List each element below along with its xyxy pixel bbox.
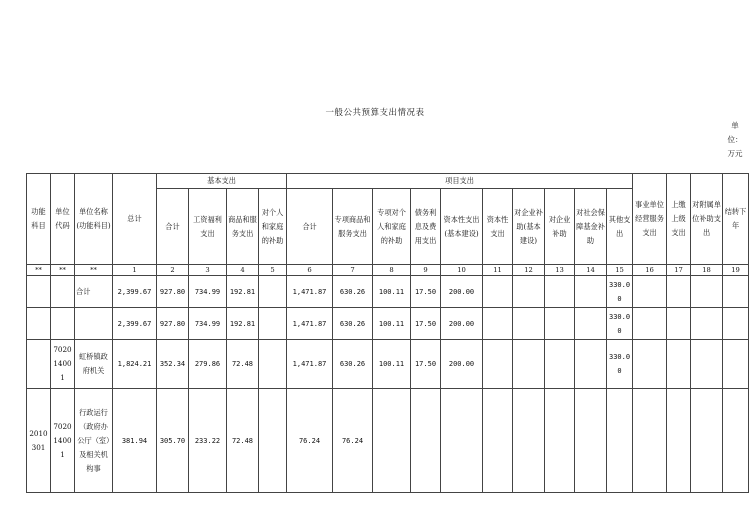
table-cell: 381.94: [113, 389, 157, 493]
table-cell: [691, 276, 723, 308]
table-cell: 100.11: [373, 308, 411, 340]
table-cell: 352.34: [157, 340, 189, 389]
index-cell: 5: [259, 265, 287, 276]
index-cell: 12: [513, 265, 545, 276]
table-cell: 1,471.87: [287, 276, 333, 308]
table-cell: [633, 340, 667, 389]
table-row: [27, 389, 749, 493]
header-project-col: 合计: [287, 189, 333, 265]
table-cell: [483, 389, 513, 493]
index-cell: 3: [189, 265, 227, 276]
table-cell: 76.24: [333, 389, 373, 493]
table-cell: 2,399.67: [113, 276, 157, 308]
table-cell: 330.00: [607, 308, 633, 340]
table-cell: [483, 276, 513, 308]
table-cell: [27, 276, 51, 308]
header-unit-code: 单位代码: [51, 174, 75, 265]
table-cell: 1,471.87: [287, 340, 333, 389]
table-cell: [633, 389, 667, 493]
index-cell: 13: [545, 265, 575, 276]
table-cell: [723, 276, 749, 308]
table-cell: [513, 308, 545, 340]
header-project-col: 资本性支出: [483, 189, 513, 265]
header-project-col: 专项对个人和家庭的补助: [373, 189, 411, 265]
index-cell: 6: [287, 265, 333, 276]
table-cell: 合计: [75, 276, 113, 308]
table-cell: [723, 340, 749, 389]
unit-label: 单位：万元: [727, 121, 743, 158]
table-cell: [513, 389, 545, 493]
table-cell: 2,399.67: [113, 308, 157, 340]
table-cell: [545, 340, 575, 389]
header-unit-name: 单位名称(功能科目): [75, 174, 113, 265]
index-cell: 1: [113, 265, 157, 276]
table-cell: [27, 340, 51, 389]
table-cell: 72.48: [227, 389, 259, 493]
table-cell: 927.80: [157, 308, 189, 340]
table-cell: 1,824.21: [113, 340, 157, 389]
index-cell: 10: [441, 265, 483, 276]
table-cell: [75, 308, 113, 340]
table-cell: [691, 308, 723, 340]
table-cell: [667, 389, 691, 493]
index-cell: 17: [667, 265, 691, 276]
table-cell: [259, 340, 287, 389]
table-cell: [633, 276, 667, 308]
table-row: [27, 276, 749, 308]
header-project-col: 对企业补助: [545, 189, 575, 265]
table-cell: 630.26: [333, 276, 373, 308]
table-cell: [483, 340, 513, 389]
header-project-col: 对社会保障基金补助: [575, 189, 607, 265]
table-cell: [723, 308, 749, 340]
table-row: [27, 340, 749, 389]
header-project-col: 对企业补助(基本建设): [513, 189, 545, 265]
index-cell: 18: [691, 265, 723, 276]
index-cell: 14: [575, 265, 607, 276]
table-cell: [691, 340, 723, 389]
table-cell: [483, 308, 513, 340]
index-cell: 11: [483, 265, 513, 276]
table-cell: 233.22: [189, 389, 227, 493]
header-code: 功能科目: [27, 174, 51, 265]
table-cell: 虹桥镇政府机关: [75, 340, 113, 389]
table-cell: 200.00: [441, 340, 483, 389]
header-project-col: 专项商品和服务支出: [333, 189, 373, 265]
index-cell: 2: [157, 265, 189, 276]
table-cell: 630.26: [333, 308, 373, 340]
header-tail-col: 事业单位经营服务支出: [633, 174, 667, 265]
table-cell: [441, 389, 483, 493]
table-cell: [607, 389, 633, 493]
table-cell: [513, 276, 545, 308]
table-cell: 17.50: [411, 276, 441, 308]
table-cell: [51, 276, 75, 308]
table-row: [27, 308, 749, 340]
table-cell: 927.80: [157, 276, 189, 308]
table-cell: 734.99: [189, 276, 227, 308]
header-basic-col: 合计: [157, 189, 189, 265]
table-cell: 100.11: [373, 340, 411, 389]
table-cell: 行政运行（政府办公厅（室）及相关机构事: [75, 389, 113, 493]
table-cell: [259, 389, 287, 493]
header-project-group: 项目支出: [287, 174, 633, 189]
table-cell: 279.86: [189, 340, 227, 389]
header-basic-col: 对个人和家庭的补助: [259, 189, 287, 265]
header-basic-col: 商品和服务支出: [227, 189, 259, 265]
table-cell: [259, 308, 287, 340]
header-total: 总计: [113, 174, 157, 265]
index-cell: 8: [373, 265, 411, 276]
header-project-col: 债务利息及费用支出: [411, 189, 441, 265]
table-cell: 100.11: [373, 276, 411, 308]
table-cell: 330.00: [607, 276, 633, 308]
table-cell: [723, 389, 749, 493]
table-cell: [575, 389, 607, 493]
table-cell: 702014001: [51, 340, 75, 389]
table-cell: 76.24: [287, 389, 333, 493]
table-cell: 200.00: [441, 308, 483, 340]
table-cell: [667, 276, 691, 308]
index-cell: 15: [607, 265, 633, 276]
table-cell: [575, 340, 607, 389]
table-cell: 17.50: [411, 340, 441, 389]
table-cell: [373, 389, 411, 493]
header-basic-col: 工资福利支出: [189, 189, 227, 265]
table-cell: [575, 308, 607, 340]
index-cell: 19: [723, 265, 749, 276]
table-cell: [27, 308, 51, 340]
table-cell: 72.48: [227, 340, 259, 389]
table-cell: [633, 308, 667, 340]
index-cell: 4: [227, 265, 259, 276]
table-cell: 305.70: [157, 389, 189, 493]
table-cell: [575, 276, 607, 308]
expenditure-table: [26, 173, 749, 493]
table-cell: [513, 340, 545, 389]
header-tail-col: 上缴上级支出: [667, 174, 691, 265]
table-cell: [667, 340, 691, 389]
table-cell: [259, 276, 287, 308]
table-cell: 192.81: [227, 276, 259, 308]
header-tail-col: 结转下年: [723, 174, 749, 265]
index-cell: **: [51, 265, 75, 276]
header-tail-col: 对附属单位补助支出: [691, 174, 723, 265]
index-cell: **: [27, 265, 51, 276]
table-cell: [411, 389, 441, 493]
table-cell: [691, 389, 723, 493]
table-cell: 630.26: [333, 340, 373, 389]
table-cell: 734.99: [189, 308, 227, 340]
table-cell: 200.00: [441, 276, 483, 308]
table-cell: 17.50: [411, 308, 441, 340]
header-project-col: 资本性支出(基本建设): [441, 189, 483, 265]
table-cell: 1,471.87: [287, 308, 333, 340]
table-cell: [667, 308, 691, 340]
table-cell: [545, 276, 575, 308]
index-cell: 9: [411, 265, 441, 276]
table-cell: 330.00: [607, 340, 633, 389]
header-basic-group: 基本支出: [157, 174, 287, 189]
page-title: 一般公共预算支出情况表: [325, 108, 425, 118]
table-cell: [545, 389, 575, 493]
index-row: [27, 265, 749, 276]
table-cell: 192.81: [227, 308, 259, 340]
index-cell: 16: [633, 265, 667, 276]
table-cell: 702014001: [51, 389, 75, 493]
table-cell: 2010301: [27, 389, 51, 493]
table-cell: [545, 308, 575, 340]
table-cell: [51, 308, 75, 340]
index-cell: 7: [333, 265, 373, 276]
header-project-col: 其他支出: [607, 189, 633, 265]
index-cell: **: [75, 265, 113, 276]
